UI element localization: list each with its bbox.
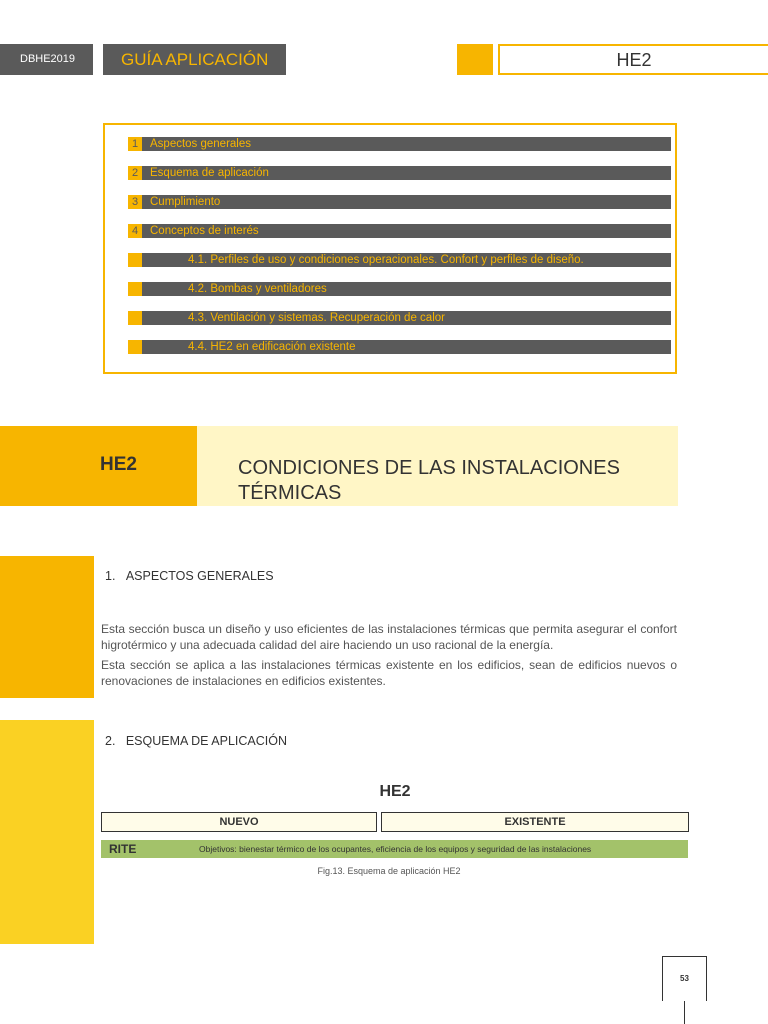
toc-item[interactable] [128, 253, 671, 267]
toc-item-number: 3 [128, 195, 142, 209]
banner-title: CONDICIONES DE LAS INSTALACIONES TÉRMICAS [238, 457, 620, 504]
toc-item-label: 4.4. HE2 en edificación existente [188, 341, 356, 353]
toc-item-label: Conceptos de interés [150, 225, 259, 237]
section1-side-bar [0, 556, 94, 698]
guide-title: GUÍA APLICACIÓN [103, 44, 286, 75]
section2-heading: 2. ESQUEMA DE APLICACIÓN [105, 734, 288, 748]
toc-item-number [128, 253, 142, 267]
figure-caption: Fig.13. Esquema de aplicación HE2 [317, 866, 461, 876]
toc-item-number [128, 311, 142, 325]
toc-item-number: 1 [128, 137, 142, 151]
header-section-code: HE2 [498, 44, 768, 75]
toc-item[interactable] [128, 195, 671, 209]
table-of-contents [103, 123, 677, 374]
diagram-rite-row [101, 840, 688, 858]
diagram-column-existing: EXISTENTE [381, 812, 689, 832]
toc-item[interactable] [128, 311, 671, 325]
banner-accent-block [0, 426, 197, 506]
toc-item-label: 4.2. Bombas y ventiladores [188, 283, 327, 295]
doc-code: DBHE2019 [0, 44, 93, 75]
section2-side-bar [0, 720, 94, 944]
toc-item[interactable] [128, 137, 671, 151]
section1-heading: 1. ASPECTOS GENERALES [105, 569, 274, 583]
toc-item-label: 4.1. Perfiles de uso y condiciones operacionales. Confort y perfiles de diseño. [188, 254, 584, 266]
header-accent-square [457, 44, 493, 75]
toc-item[interactable] [128, 282, 671, 296]
rite-objectives: Objetivos: bienestar térmico de los ocupantes, eficiencia de los equipos y seguridad de las instalaciones [199, 844, 592, 854]
toc-item-label: Cumplimiento [150, 196, 221, 208]
toc-item-label: Esquema de aplicación [150, 167, 269, 179]
rite-label: RITE [109, 842, 137, 856]
section1-paragraph-2: Esta sección se aplica a las instalaciones térmicas existente en los edificios, sean de edificios nuevos o renovaciones de instalaciones en edificios existentes. [101, 658, 677, 688]
toc-item-number [128, 282, 142, 296]
toc-item-number: 2 [128, 166, 142, 180]
page-number: 53 [662, 956, 707, 1001]
toc-item[interactable] [128, 340, 671, 354]
toc-item-number: 4 [128, 224, 142, 238]
toc-item-label: 4.3. Ventilación y sistemas. Recuperación de calor [188, 312, 445, 324]
section1-paragraph-1: Esta sección busca un diseño y uso eficientes de las instalaciones térmicas que permita asegurar el confort higrotérmico y una adecuada calidad del aire haciendo un uso racional de la energía. [101, 622, 677, 652]
toc-item-label: Aspectos generales [150, 138, 252, 150]
banner-section-code: HE2 [100, 454, 137, 475]
page-number-line [684, 1001, 685, 1024]
toc-item-number [128, 340, 142, 354]
diagram-column-new: NUEVO [101, 812, 377, 832]
toc-item[interactable] [128, 224, 671, 238]
toc-item[interactable] [128, 166, 671, 180]
diagram-title: HE2 [379, 783, 411, 800]
